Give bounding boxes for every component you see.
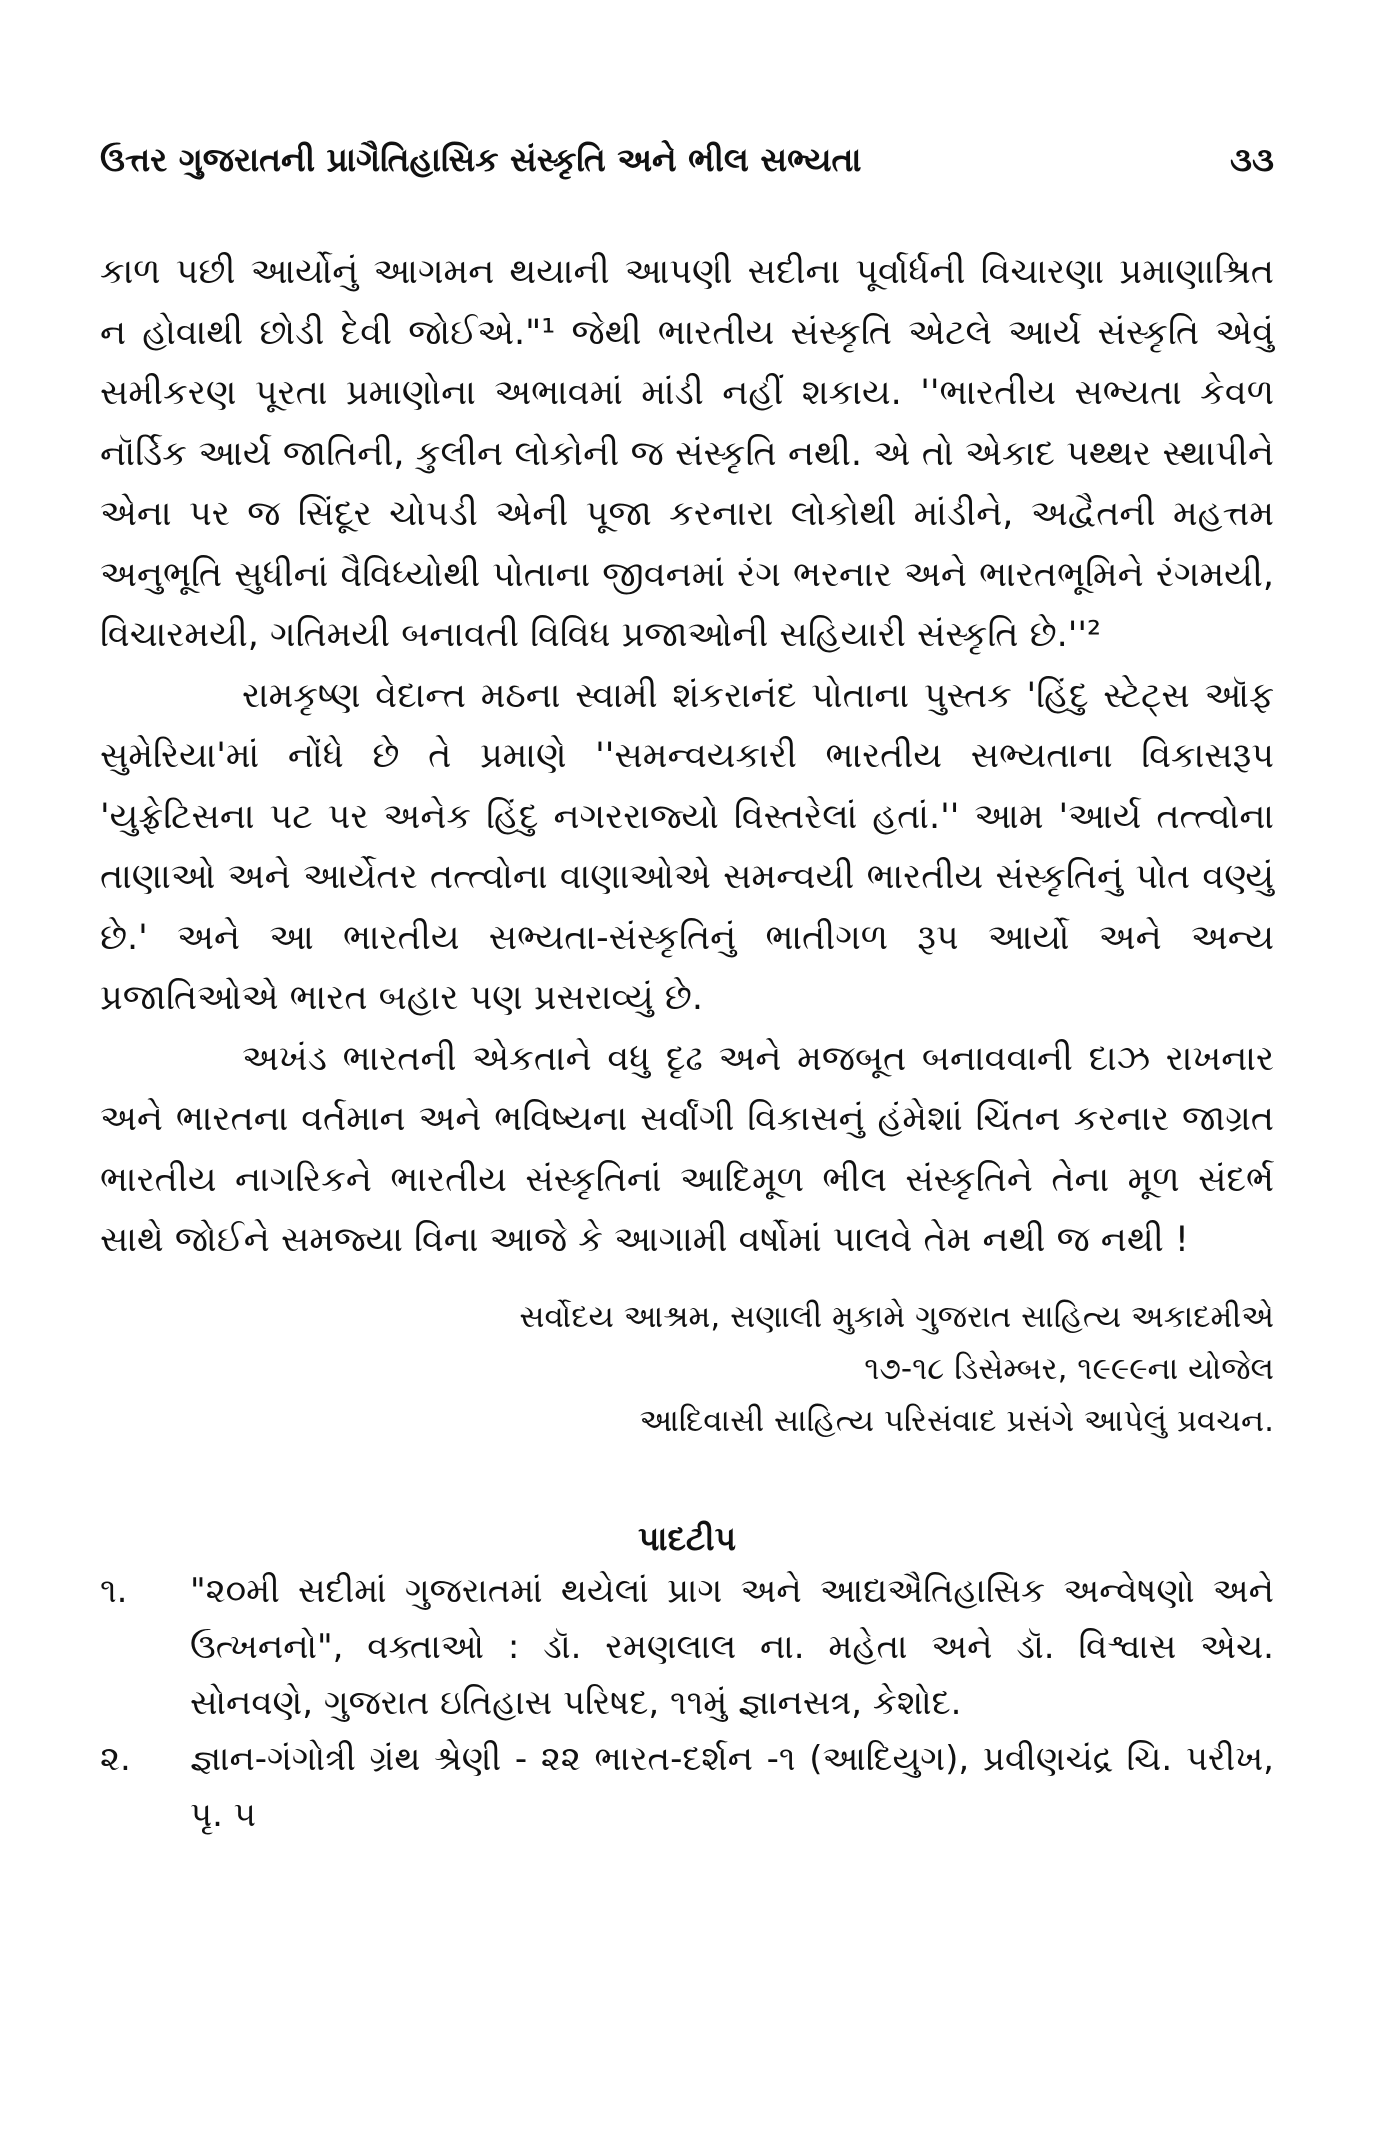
footnotes-list (100, 1563, 1274, 1843)
footnote-number: ૧. (100, 1570, 128, 1611)
lecture-note-line: ૧૭-૧૮ ડિસેમ્બર, ૧૯૯૯ના યોજેલ (864, 1350, 1274, 1387)
lecture-note (100, 1291, 1274, 1447)
paragraph: કાળ પછી આર્યોનું આગમન થયાની આપણી સદીના પૂર્વાર્ધની વિચારણા પ્રમાણાશ્રિત ન હોવાથી છોડી દેવી જોઈએ."¹ જેથી ભારતીય સંસ્કૃતિ એટલે આર્ય સંસ્કૃતિ એવું સમીકરણ પૂરતા પ્રમાણોના અભાવમાં માંડી નહીં શકાય. ''ભારતીય સભ્યતા કેવળ નૉર્ડિક આર્ય જાતિની, કુલીન લોકોની જ સંસ્કૃતિ નથી. એ તો એકાદ પથ્થર સ્થાપીને એના પર જ સિંદૂર ચોપડી એની પૂજા કરનારા લોકોથી માંડીને, અદ્વૈતની મહત્તમ અનુભૂતિ સુધીનાં વૈવિધ્યોથી પોતાના જીવનમાં રંગ ભરનાર અને ભારતભૂમિને રંગમયી, વિચારમયી, ગતિમયી બનાવતી વિવિધ પ્રજાઓની સહિયારી સંસ્કૃતિ છે.''² (100, 252, 1274, 655)
footnotes-heading: પાદટીપ (637, 1518, 736, 1558)
paragraph: રામકૃષ્ણ વેદાન્ત મઠના સ્વામી શંકરાનંદ પોતાના પુસ્તક 'હિંદુ સ્ટેટ્સ ઑફ સુમેરિયા'માં નોંધે છે તે પ્રમાણે ''સમન્વયકારી ભારતીય સભ્યતાના વિકાસરૂપ 'યુફ્રેટિસના પટ પર અનેક હિંદુ નગરરાજ્યો વિસ્તરેલાં હતાં.'' આમ 'આર્ય તત્ત્વોના તાણાઓ અને આર્યેતર તત્ત્વોના વાણાઓએ સમન્વયી ભારતીય સંસ્કૃતિનું પોત વણ્યું છે.' અને આ ભારતીય સભ્યતા-સંસ્કૃતિનું ભાતીગળ રૂપ આર્યો અને અન્ય પ્રજાતિઓએ ભારત બહાર પણ પ્રસરાવ્યું છે. (100, 675, 1274, 1018)
footnote-text: જ્ઞાન-ગંગોત્રી ગ્રંથ શ્રેણી - ૨૨ ભારત-દર્શન -૧ (આદિયુગ), પ્રવીણચંદ્ર ચિ. પરીખ, પૃ. ૫ (190, 1738, 1274, 1835)
footnote-text: "૨૦મી સદીમાં ગુજરાતમાં થયેલાં પ્રાગ અને આદ્યઐતિહાસિક અન્વેષણો અને ઉત્ખનનો", વક્તાઓ : ડૉ. રમણલાલ ના. મહેતા અને ડૉ. વિશ્વાસ એચ. સોનવણે, ગુજરાત ઇતિહાસ પરિષદ, ૧૧મું જ્ઞાનસત્ર, કેશોદ. (190, 1570, 1274, 1723)
footnote-number: ૨. (100, 1738, 131, 1779)
main-text (100, 242, 1274, 1271)
running-header (100, 140, 1274, 180)
paragraph: અખંડ ભારતની એકતાને વધુ દૃઢ અને મજબૂત બનાવવાની દાઝ રાખનાર અને ભારતના વર્તમાન અને ભવિષ્યના સર્વાંગી વિકાસનું હંમેશાં ચિંતન કરનાર જાગ્રત ભારતીય નાગરિકને ભારતીય સંસ્કૃતિનાં આદિમૂળ ભીલ સંસ્કૃતિને તેના મૂળ સંદર્ભ સાથે જોઈને સમજ્યા વિના આજે કે આગામી વર્ષોમાં પાલવે તેમ નથી જ નથી ! (100, 1038, 1274, 1260)
lecture-note-line: આદિવાસી સાહિત્ય પરિસંવાદ પ્રસંગે આપેલું પ્રવચન. (639, 1402, 1274, 1439)
running-title: ઉત્તર ગુજરાતની પ્રાગૈતિહાસિક સંસ્કૃતિ અને ભીલ સભ્યતા (100, 140, 862, 179)
lecture-note-line: સર્વોદય આશ્રમ, સણાલી મુકામે ગુજરાત સાહિત્ય અકાદમીએ (519, 1298, 1274, 1335)
page-number: ૩૩ (1230, 140, 1274, 179)
footnote (100, 1731, 1274, 1843)
footnote (100, 1563, 1274, 1731)
